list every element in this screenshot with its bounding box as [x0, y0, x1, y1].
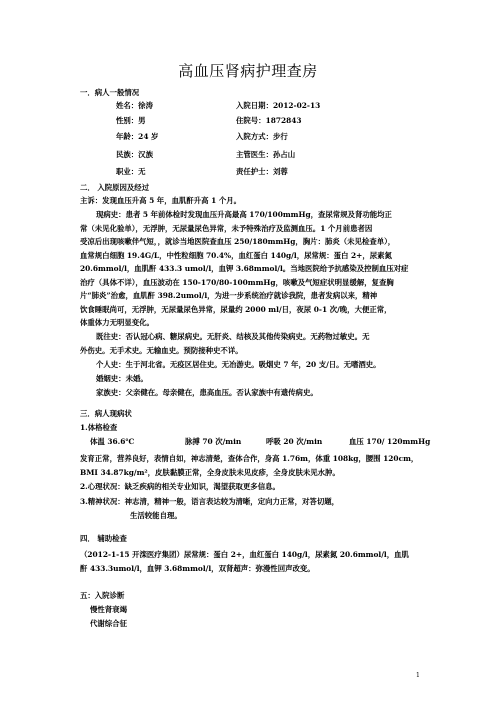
history-line: 现病史：患者 5 年前体检时发现血压升高最高 170/100mmHg，查尿常规及肾功能均正 [96, 210, 392, 219]
patient-name: 姓名：徐涛 [116, 101, 153, 110]
vital-blood-pressure: 血压 170/ 120mmHg [349, 437, 431, 446]
marital-history: 婚姻史：未婚。 [96, 374, 148, 383]
psychological-status: 2.心理状况：缺乏疾病的相关专业知识，渴望获取更多信息。 [80, 482, 280, 491]
history-line: 治疗（具体不详），血压波动在 150-170/80-100mmHg，咳嗽及气短症状明显缓解，复查胸 [80, 278, 394, 287]
section-4-heading: 四． 辅助检查 [80, 534, 127, 543]
history-line: 片“肺炎”治愈，血肌酐 398.2umol/l，为进一步系统治疗就诊我院，患者发病以来，精神 [80, 291, 378, 300]
admission-number: 住院号：1872843 [236, 116, 302, 125]
diagnosis-item: 代谢综合征 [90, 619, 127, 628]
patient-age: 年龄：24 岁 [116, 132, 159, 141]
admission-date: 入院日期：2012-02-13 [236, 101, 321, 110]
mental-status-cont: 生活较能自理。 [130, 511, 182, 520]
exam-line: 发育正常，营养良好，表情自如，神志清楚，查体合作，身高 1.76m，体重 108kg，腰围 120cm， [80, 454, 419, 463]
diagnosis-item: 慢性肾衰竭 [90, 605, 127, 614]
admission-mode: 入院方式：步行 [236, 132, 288, 141]
personal-history: 个人史：生于河北省。无疫区居住史。无冶游史。吸烟史 7 年，20 支/日。无嗜酒史。 [96, 360, 381, 369]
mental-status: 3.精神状况：神志清，精神一般，语言表达较为清晰，定向力正常，对答切题， [80, 497, 340, 506]
chief-complaint: 主诉：发现血压升高 5 年，血肌酐升高 1 个月。 [80, 196, 242, 205]
section-5-heading: 五：入院诊断 [80, 591, 125, 600]
section-2-heading: 二． 入院原因及经过 [80, 183, 150, 192]
family-history: 家族史：父亲健在。母亲健在，患高血压。否认家族中有遗传病史。 [96, 388, 318, 397]
patient-sex: 性别：男 [116, 116, 146, 125]
responsible-nurse: 责任护士：刘蓉 [236, 167, 288, 176]
history-line: 体重体力无明显变化。 [80, 318, 154, 327]
history-line: 受凉后出现咳嗽伴气短，，就诊当地医院查血压 250/180mmHg，胸片：肺炎（未见检查单）， [80, 237, 396, 246]
physical-exam-heading: 1.体格检查 [80, 423, 118, 432]
section-3-heading: 三．病人现病状 [80, 409, 132, 418]
section-1-heading: 一．病人一般情况 [80, 88, 140, 97]
vital-respiration: 呼吸 20 次/min [266, 437, 323, 446]
exam-line: BMI 34.87kg/m²，皮肤黏膜正常，全身皮肤未见皮疹，全身皮肤未见水肿。 [80, 468, 340, 477]
vital-temperature: 体温 36.6℃ [90, 437, 135, 446]
attending-doctor: 主管医生：孙占山 [236, 150, 296, 159]
history-line: 饮食睡眠尚可，无浮肿，无尿量尿色异常，尿量约 2000 ml/日，夜尿 0-1 次/晚，大便正常， [80, 305, 392, 314]
history-line: 血常规白细胞 19.4G/L，中性粒细胞 70.4%，血红蛋白 140g/l，尿常规：蛋白 2+，尿素氮 [80, 251, 392, 260]
auxiliary-exam-line: （2012-1-15 开滦医疗集团）尿常规：蛋白 2+，血红蛋白 140g/l，尿素氮 20.6mmol/l，血肌 [80, 550, 409, 559]
history-line: 20.6mmol/l，血肌酐 433.3 umol/l，血钾 3.68mmol/l。当地医院给予抗感染及控制血压对症 [80, 264, 409, 273]
past-history-line: 既往史：否认冠心病、糖尿病史。无肝炎、结核及其他传染病史。无药物过敏史。无 [96, 332, 370, 341]
document-title: 高血压肾病护理查房 [178, 62, 318, 80]
auxiliary-exam-line: 酐 433.3umol/l，血钾 3.68mmol/l，双肾超声：弥漫性回声改变。 [80, 564, 315, 573]
patient-occupation: 职业：无 [116, 167, 146, 176]
page-number: 1 [416, 672, 420, 679]
patient-ethnicity: 民族：汉族 [116, 150, 153, 159]
vital-pulse: 脉搏 70 次/min [185, 437, 242, 446]
past-history-line: 外伤史。无手术史。无输血史。预防接种史不详。 [80, 346, 243, 355]
history-line: 常（未见化验单），无浮肿，无尿量尿色异常，未予特殊治疗及监测血压。1 个月前患者因 [80, 224, 373, 233]
